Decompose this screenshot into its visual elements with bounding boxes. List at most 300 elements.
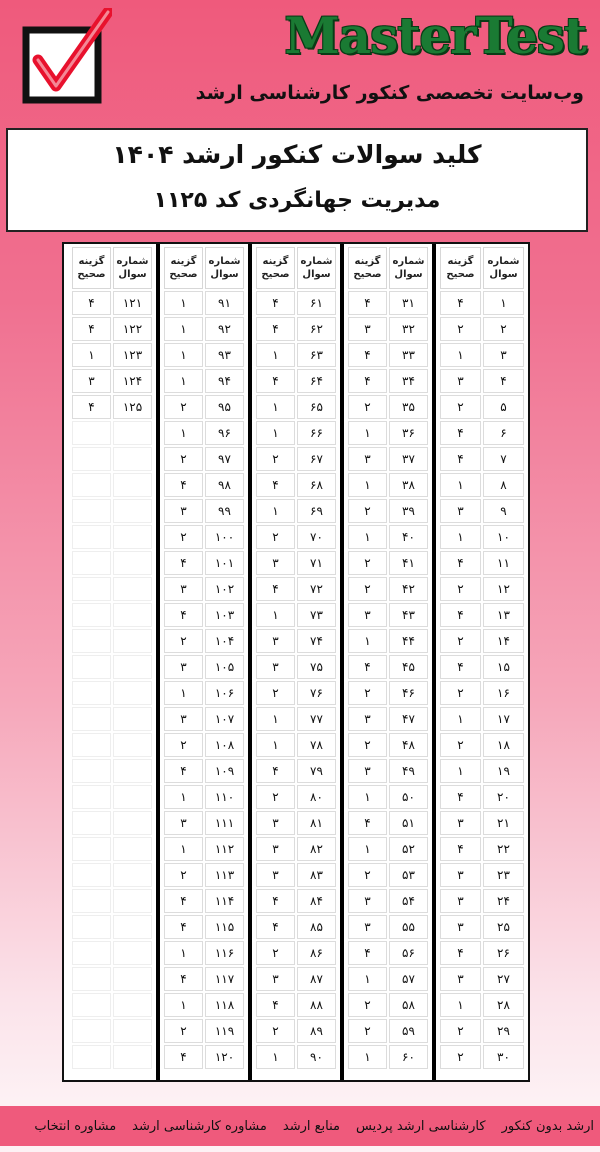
table-row [163, 420, 245, 446]
question-number: ۴۱ [389, 551, 428, 575]
question-number: ۱۰ [483, 525, 524, 549]
correct-option: ۱ [440, 707, 481, 731]
question-number: ۴۴ [389, 629, 428, 653]
correct-option: ۳ [348, 759, 387, 783]
table-row [71, 966, 153, 992]
table-row [347, 862, 429, 888]
correct-option: ۱ [348, 967, 387, 991]
table-row [163, 394, 245, 420]
question-number: ۷۶ [297, 681, 336, 705]
empty-cell [113, 941, 152, 965]
table-row [347, 576, 429, 602]
question-number: ۵۹ [389, 1019, 428, 1043]
question-number: ۴۵ [389, 655, 428, 679]
correct-option: ۱ [348, 525, 387, 549]
table-row [163, 914, 245, 940]
table-row [347, 1018, 429, 1044]
table-row [163, 706, 245, 732]
correct-option: ۳ [348, 707, 387, 731]
table-row [439, 342, 525, 368]
correct-option: ۴ [348, 291, 387, 315]
table-row [163, 758, 245, 784]
question-number: ۱۰۵ [205, 655, 244, 679]
mastertest-logo-icon[interactable] [20, 8, 112, 104]
correct-option: ۱ [440, 993, 481, 1017]
correct-option: ۱ [348, 629, 387, 653]
table-row [347, 654, 429, 680]
question-number: ۸۲ [297, 837, 336, 861]
table-row [71, 914, 153, 940]
question-number: ۲۴ [483, 889, 524, 913]
question-number: ۱۱۰ [205, 785, 244, 809]
question-number: ۵۲ [389, 837, 428, 861]
empty-cell [113, 681, 152, 705]
table-row [347, 992, 429, 1018]
table-row [347, 498, 429, 524]
question-number: ۸۸ [297, 993, 336, 1017]
table-row [163, 966, 245, 992]
header-correct-option: گزینه صحیح [72, 247, 111, 289]
correct-option: ۱ [164, 681, 203, 705]
table-row [347, 680, 429, 706]
correct-option: ۴ [164, 603, 203, 627]
table-row [255, 342, 337, 368]
question-number: ۱۲۰ [205, 1045, 244, 1069]
correct-option: ۳ [440, 889, 481, 913]
empty-cell [72, 603, 111, 627]
empty-cell [113, 863, 152, 887]
footer-link-resources[interactable]: منابع ارشد [282, 1118, 340, 1134]
table-row [347, 732, 429, 758]
correct-option: ۱ [164, 317, 203, 341]
question-number: ۱۱۳ [205, 863, 244, 887]
correct-option: ۲ [348, 577, 387, 601]
question-number: ۶۶ [297, 421, 336, 445]
table-row [255, 602, 337, 628]
table-row [163, 368, 245, 394]
correct-option: ۴ [256, 473, 295, 497]
correct-option: ۴ [164, 1045, 203, 1069]
empty-cell [113, 915, 152, 939]
table-row [163, 862, 245, 888]
question-number: ۸۳ [297, 863, 336, 887]
empty-cell [113, 707, 152, 731]
title-box [6, 128, 588, 232]
header-row [71, 246, 153, 290]
table-row [71, 316, 153, 342]
table-row [347, 810, 429, 836]
correct-option: ۴ [440, 837, 481, 861]
table-row [71, 784, 153, 810]
footer-link-selection[interactable]: مشاوره انتخاب [34, 1118, 117, 1134]
table-row [255, 394, 337, 420]
question-number: ۸۱ [297, 811, 336, 835]
table-row [439, 1018, 525, 1044]
table-row [255, 420, 337, 446]
empty-cell [72, 629, 111, 653]
question-number: ۱۱۹ [205, 1019, 244, 1043]
correct-option: ۳ [440, 811, 481, 835]
header-row [439, 246, 525, 290]
empty-cell [113, 967, 152, 991]
question-number: ۹ [483, 499, 524, 523]
question-number: ۲ [483, 317, 524, 341]
table-row [439, 290, 525, 316]
empty-cell [113, 785, 152, 809]
question-number: ۱۹ [483, 759, 524, 783]
correct-option: ۲ [164, 395, 203, 419]
table-row [163, 888, 245, 914]
correct-option: ۱ [164, 421, 203, 445]
correct-option: ۱ [164, 343, 203, 367]
question-number: ۶۹ [297, 499, 336, 523]
question-number: ۹۱ [205, 291, 244, 315]
question-number: ۱۰۳ [205, 603, 244, 627]
question-number: ۵۶ [389, 941, 428, 965]
table-row [439, 602, 525, 628]
correct-option: ۳ [164, 655, 203, 679]
question-number: ۷۵ [297, 655, 336, 679]
correct-option: ۲ [348, 993, 387, 1017]
question-number: ۶۷ [297, 447, 336, 471]
question-number: ۱۱۵ [205, 915, 244, 939]
correct-option: ۴ [256, 915, 295, 939]
question-number: ۷ [483, 447, 524, 471]
question-number: ۱۰۹ [205, 759, 244, 783]
question-number: ۵۸ [389, 993, 428, 1017]
correct-option: ۳ [348, 317, 387, 341]
table-row [71, 836, 153, 862]
table-row [347, 524, 429, 550]
table-row [255, 888, 337, 914]
question-number: ۶۲ [297, 317, 336, 341]
correct-option: ۲ [440, 629, 481, 653]
table-row [163, 290, 245, 316]
empty-cell [113, 629, 152, 653]
answer-block [68, 244, 160, 1080]
empty-cell [72, 733, 111, 757]
header-question-number: شماره سوال [297, 247, 336, 289]
question-number: ۷۱ [297, 551, 336, 575]
table-row [71, 290, 153, 316]
correct-option: ۱ [440, 343, 481, 367]
correct-option: ۴ [164, 473, 203, 497]
table-row [439, 420, 525, 446]
table-row [347, 888, 429, 914]
question-number: ۱۳ [483, 603, 524, 627]
question-number: ۵۴ [389, 889, 428, 913]
table-row [71, 758, 153, 784]
empty-cell [113, 525, 152, 549]
table-row [255, 680, 337, 706]
correct-option: ۲ [256, 941, 295, 965]
table-row [71, 706, 153, 732]
question-number: ۲۲ [483, 837, 524, 861]
empty-cell [72, 785, 111, 809]
question-number: ۷۸ [297, 733, 336, 757]
correct-option: ۲ [440, 733, 481, 757]
question-number: ۵۵ [389, 915, 428, 939]
correct-option: ۳ [256, 863, 295, 887]
table-row [163, 524, 245, 550]
header-row [163, 246, 245, 290]
table-row [163, 446, 245, 472]
correct-option: ۳ [164, 707, 203, 731]
table-row [255, 862, 337, 888]
empty-cell [113, 1019, 152, 1043]
table-row [439, 784, 525, 810]
table-row [255, 914, 337, 940]
table-row [439, 654, 525, 680]
correct-option: ۱ [348, 421, 387, 445]
question-number: ۷۷ [297, 707, 336, 731]
table-row [439, 940, 525, 966]
empty-cell [113, 421, 152, 445]
table-row [255, 524, 337, 550]
footer-link-no-exam[interactable]: ارشد بدون کنکور [501, 1118, 594, 1134]
table-row [71, 992, 153, 1018]
correct-option: ۴ [348, 343, 387, 367]
empty-cell [113, 811, 152, 835]
table-row [439, 1044, 525, 1070]
table-row [71, 550, 153, 576]
header-row [255, 246, 337, 290]
question-number: ۹۴ [205, 369, 244, 393]
table-row [71, 810, 153, 836]
correct-option: ۱ [256, 1045, 295, 1069]
table-row [71, 342, 153, 368]
table-row [255, 290, 337, 316]
question-number: ۴۶ [389, 681, 428, 705]
question-number: ۴۰ [389, 525, 428, 549]
empty-cell [113, 499, 152, 523]
brand-name[interactable]: MasterTest [284, 6, 586, 65]
correct-option: ۱ [256, 421, 295, 445]
empty-cell [72, 915, 111, 939]
table-row [439, 706, 525, 732]
correct-option: ۱ [256, 499, 295, 523]
question-number: ۴۹ [389, 759, 428, 783]
correct-option: ۳ [348, 889, 387, 913]
table-row [439, 472, 525, 498]
header-question-number: شماره سوال [113, 247, 152, 289]
table-row [255, 576, 337, 602]
table-row [71, 732, 153, 758]
table-row [347, 602, 429, 628]
table-row [439, 888, 525, 914]
question-number: ۹۲ [205, 317, 244, 341]
question-number: ۷۳ [297, 603, 336, 627]
table-row [71, 394, 153, 420]
table-row [439, 498, 525, 524]
question-number: ۳۵ [389, 395, 428, 419]
question-number: ۹۳ [205, 343, 244, 367]
question-number: ۱۱۴ [205, 889, 244, 913]
table-row [163, 550, 245, 576]
question-number: ۴۲ [389, 577, 428, 601]
table-row [71, 368, 153, 394]
question-number: ۱۰۸ [205, 733, 244, 757]
question-number: ۱۱۷ [205, 967, 244, 991]
table-row [347, 914, 429, 940]
empty-cell [72, 473, 111, 497]
empty-cell [72, 863, 111, 887]
table-row [255, 940, 337, 966]
table-row [163, 836, 245, 862]
question-number: ۸ [483, 473, 524, 497]
table-row [439, 758, 525, 784]
table-row [347, 368, 429, 394]
question-number: ۴۷ [389, 707, 428, 731]
footer-link-pardis[interactable]: کارشناسی ارشد پردیس [356, 1118, 486, 1134]
table-row [439, 836, 525, 862]
table-row [255, 784, 337, 810]
correct-option: ۴ [256, 759, 295, 783]
empty-cell [113, 837, 152, 861]
table-row [255, 654, 337, 680]
table-row [71, 602, 153, 628]
empty-cell [72, 655, 111, 679]
table-row [347, 628, 429, 654]
correct-option: ۳ [256, 811, 295, 835]
question-number: ۳۶ [389, 421, 428, 445]
table-row [71, 498, 153, 524]
correct-option: ۲ [348, 733, 387, 757]
table-row [255, 628, 337, 654]
question-number: ۱۰۱ [205, 551, 244, 575]
table-row [439, 680, 525, 706]
question-number: ۱ [483, 291, 524, 315]
empty-cell [72, 551, 111, 575]
correct-option: ۴ [440, 655, 481, 679]
question-number: ۵۷ [389, 967, 428, 991]
empty-cell [113, 577, 152, 601]
question-number: ۲۷ [483, 967, 524, 991]
correct-option: ۴ [72, 317, 111, 341]
correct-option: ۳ [164, 811, 203, 835]
correct-option: ۴ [440, 785, 481, 809]
answer-block [252, 244, 344, 1080]
correct-option: ۴ [440, 941, 481, 965]
question-number: ۷۹ [297, 759, 336, 783]
question-number: ۷۲ [297, 577, 336, 601]
correct-option: ۴ [72, 291, 111, 315]
table-row [71, 524, 153, 550]
question-number: ۱۰۰ [205, 525, 244, 549]
table-row [347, 472, 429, 498]
header-question-number: شماره سوال [389, 247, 428, 289]
table-row [71, 420, 153, 446]
correct-option: ۴ [440, 447, 481, 471]
correct-option: ۴ [164, 759, 203, 783]
correct-option: ۴ [348, 369, 387, 393]
question-number: ۶۰ [389, 1045, 428, 1069]
correct-option: ۱ [256, 343, 295, 367]
table-row [163, 342, 245, 368]
table-row [255, 316, 337, 342]
correct-option: ۴ [348, 941, 387, 965]
question-number: ۳۰ [483, 1045, 524, 1069]
correct-option: ۲ [348, 499, 387, 523]
correct-option: ۱ [164, 837, 203, 861]
question-number: ۲۳ [483, 863, 524, 887]
empty-cell [72, 447, 111, 471]
empty-cell [72, 707, 111, 731]
empty-cell [72, 499, 111, 523]
table-row [347, 550, 429, 576]
question-number: ۹۰ [297, 1045, 336, 1069]
table-row [163, 940, 245, 966]
question-number: ۱۴ [483, 629, 524, 653]
empty-cell [72, 967, 111, 991]
table-row [347, 784, 429, 810]
empty-cell [72, 811, 111, 835]
table-row [255, 472, 337, 498]
table-row [439, 992, 525, 1018]
table-row [439, 628, 525, 654]
footer-links-bar [0, 1106, 600, 1146]
correct-option: ۲ [164, 733, 203, 757]
correct-option: ۴ [256, 889, 295, 913]
empty-cell [72, 759, 111, 783]
header-question-number: شماره سوال [483, 247, 524, 289]
correct-option: ۳ [440, 369, 481, 393]
correct-option: ۴ [256, 291, 295, 315]
header-correct-option: گزینه صحیح [440, 247, 481, 289]
empty-cell [113, 993, 152, 1017]
correct-option: ۱ [348, 1045, 387, 1069]
question-number: ۹۸ [205, 473, 244, 497]
table-row [71, 888, 153, 914]
correct-option: ۱ [164, 993, 203, 1017]
table-row [163, 1044, 245, 1070]
question-number: ۷۰ [297, 525, 336, 549]
correct-option: ۳ [256, 967, 295, 991]
question-number: ۲۱ [483, 811, 524, 835]
question-number: ۶۳ [297, 343, 336, 367]
table-row [439, 316, 525, 342]
header-correct-option: گزینه صحیح [256, 247, 295, 289]
correct-option: ۱ [440, 473, 481, 497]
table-row [163, 628, 245, 654]
question-number: ۳۲ [389, 317, 428, 341]
correct-option: ۱ [348, 473, 387, 497]
empty-cell [72, 525, 111, 549]
empty-cell [113, 603, 152, 627]
table-row [347, 1044, 429, 1070]
question-number: ۲۶ [483, 941, 524, 965]
table-row [71, 1044, 153, 1070]
correct-option: ۳ [164, 577, 203, 601]
correct-option: ۱ [164, 291, 203, 315]
footer-link-counseling[interactable]: مشاوره کارشناسی ارشد [132, 1118, 267, 1134]
question-number: ۸۰ [297, 785, 336, 809]
empty-cell [72, 681, 111, 705]
empty-cell [72, 421, 111, 445]
correct-option: ۲ [440, 317, 481, 341]
correct-option: ۴ [72, 395, 111, 419]
table-row [347, 316, 429, 342]
correct-option: ۴ [256, 577, 295, 601]
question-number: ۱۵ [483, 655, 524, 679]
correct-option: ۱ [256, 707, 295, 731]
table-row [255, 758, 337, 784]
table-row [439, 394, 525, 420]
header-correct-option: گزینه صحیح [348, 247, 387, 289]
correct-option: ۱ [256, 395, 295, 419]
question-number: ۲۵ [483, 915, 524, 939]
question-number: ۸۷ [297, 967, 336, 991]
